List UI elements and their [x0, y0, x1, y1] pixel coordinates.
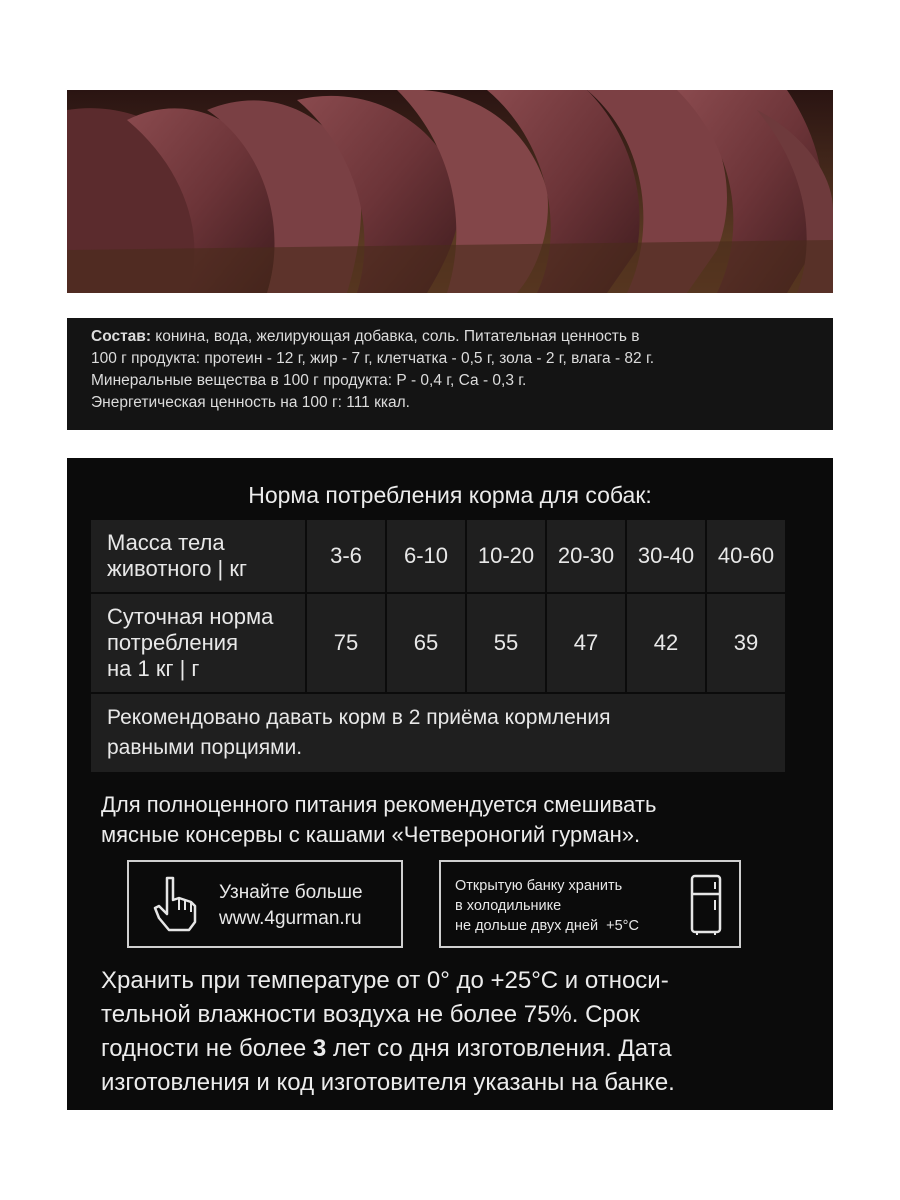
fridge-temperature: +5°С — [606, 918, 639, 934]
learn-more-text: Узнайте больше www.4gurman.ru — [219, 880, 363, 932]
norm-cell: 39 — [707, 594, 785, 692]
feeding-note: Рекомендовано давать корм в 2 приёма кормления равными порциями. — [91, 694, 785, 772]
weight-cell: 3-6 — [307, 520, 385, 592]
norm-cell: 75 — [307, 594, 385, 692]
hand-pointer-icon — [149, 874, 201, 934]
fridge-storage-text: Открытую банку хранить в холодильнике не дольше двух дней +5°С — [455, 878, 639, 934]
website-link[interactable]: www.4gurman.ru — [219, 908, 362, 929]
mix-recommendation: Для полноценного питания рекомендуется смешивать мясные консервы с кашами «Четвероногий гурман». — [101, 792, 657, 847]
fridge-storage-box — [439, 860, 741, 948]
norm-cell: 55 — [467, 594, 545, 692]
norm-cell: 65 — [387, 594, 465, 692]
fridge-icon — [689, 874, 725, 936]
composition-line-1: Состав: конина, вода, желирующая добавка, соль. Питательная ценность в — [91, 328, 640, 345]
composition-line-2: 100 г продукта: протеин - 12 г, жир - 7 г, клетчатка - 0,5 г, зола - 2 г, влага - 82 г. — [91, 350, 655, 367]
weight-cell: 6-10 — [387, 520, 465, 592]
feeding-panel — [67, 458, 833, 1110]
storage-conditions: Хранить при температуре от 0° до +25°С и относи- тельной влажности воздуха не более 75%. Срок годности не более 3 лет со дня изготовления. Дата изготовления и код изготовителя указаны на банке. — [101, 967, 675, 1096]
learn-more-box[interactable] — [127, 860, 403, 948]
feeding-title: Норма потребления корма для собак: — [248, 482, 652, 508]
norm-cell: 47 — [547, 594, 625, 692]
weight-cell: 30-40 — [627, 520, 705, 592]
row-label-body-mass: Масса тела животного | кг — [91, 520, 305, 592]
shelf-life-years: 3 — [312, 1035, 327, 1062]
composition-line-4: Энергетическая ценность на 100 г: 111 ккал. — [91, 394, 410, 411]
weight-cell: 10-20 — [467, 520, 545, 592]
composition-block — [67, 318, 833, 430]
row-label-daily-norm: Суточная норма потребления на 1 кг | г — [91, 594, 305, 692]
composition-line-3: Минеральные вещества в 100 г продукта: Р - 0,4 г, Са - 0,3 г. — [91, 372, 527, 389]
composition-label: Состав: — [91, 328, 151, 345]
meat-photo — [67, 90, 833, 293]
weight-cell: 20-30 — [547, 520, 625, 592]
sliced-meat-illustration — [67, 90, 833, 293]
weight-cell: 40-60 — [707, 520, 785, 592]
norm-cell: 42 — [627, 594, 705, 692]
